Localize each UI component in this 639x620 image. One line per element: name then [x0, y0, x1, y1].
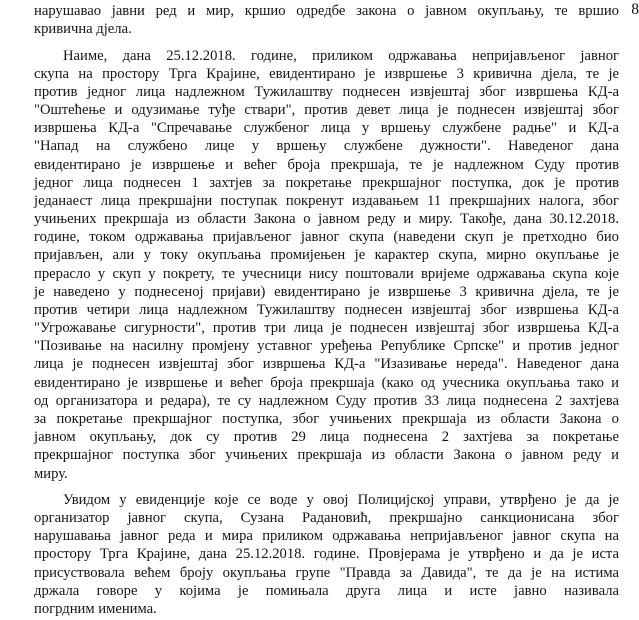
text-line: скупа на простору Трга Крајине, евидентирано је извршење 3 кривична дјела, те је	[34, 65, 619, 82]
text-line: године, током одржавања пријављеног јавног скупа (наведени скуп је претходно био	[34, 229, 619, 246]
text-line: против четири лица надлежном Тужилаштву поднесен извјештај због извршења КД-а	[34, 301, 619, 318]
text-line: јавном окупљању, док су против 29 лица поднесена 2 захтјева за покретање	[34, 429, 619, 446]
text-line: је наведено у поднесеној пријави) евидентирано је извршење 3 кривична дјела, те је	[34, 283, 619, 300]
text-line: против једног лица надлежном Тужилаштву поднесен извјештај због извршења КД-а	[34, 83, 619, 100]
text-line: кривична дјела.	[34, 21, 132, 38]
text-line: "Напад на службено лице у вршењу службене дужности". Наведеног дана	[34, 138, 619, 155]
text-line: једног лица поднесен 1 захтјев за покретање прекршајног поступка, док је против	[34, 174, 619, 191]
text-line: пријављен, али у току окупљања промијењен је карактер скупа, мирно окупљање је	[34, 247, 619, 264]
text-line: простору Трга Крајине, дана 25.12.2018. године. Провјерама је утврђено и да је иста	[34, 546, 619, 563]
text-line: миру.	[34, 465, 68, 482]
text-line: евидентирано је извршење и већег броја прекршаја, те је надлежном Суду против	[34, 156, 619, 173]
text-line: учињених прекршаја из области Закона о јавном реду и миру. Такође, дана 30.12.2018.	[34, 211, 619, 228]
text-line: "Угрожавање сигурности", против три лица је поднесен извјештај због извршења КД-а	[34, 320, 619, 337]
text-line: прекршајног поступка због учињених прекршаја из области Закона о јавном реду и	[34, 447, 619, 464]
text-line: држала говоре у којима је помињала друга лица и исте јавно називала	[34, 582, 619, 599]
text-line: евидентирано је извршење и већег броја прекршаја (како од учесника окупљања тако и	[34, 374, 619, 391]
text-line: Увидом у евиденције које се воде у овој Полицијској управи, утврђено је да је	[63, 491, 619, 508]
text-line: организатор јавног скупа, Сузана Радановић, прекршајно санкционисана због	[34, 510, 619, 526]
text-line: "Позивање на насилну промјену уставног уређења Републике Српске" и против једног	[34, 338, 619, 355]
text-line: од организатора и редара), те су надлежном Суду против 33 лица поднесена 2 захтјева	[34, 392, 619, 409]
text-line: лица је поднесен извјештај због извршења КД-а "Изазивање нереда". Наведеног дана	[34, 356, 619, 373]
text-line: нарушавања јавног реда и мира приликом одржавања непријављеног јавног скупа на	[34, 528, 619, 545]
text-line: једанаест лица прекршајни поступак покренут издавањем 11 прекршајних налога, због	[34, 192, 619, 209]
page-marker: 8	[631, 1, 639, 18]
text-line: нарушавао јавни ред и мир, кршио одредбе закона о јавном окупљању, те вршио	[34, 3, 619, 19]
text-line: за покретање прекршајног поступка, због учињених прекршаја из области Закона о	[34, 410, 619, 427]
text-line: "Оштећење и одузимање туђе ствари", против девет лица је поднесен извјештај због	[34, 102, 619, 118]
text-line: присуствовала већем броју окупљања групе "Правда за Давида", те да је на истима	[34, 564, 619, 581]
text-line: погрдним именима.	[34, 600, 157, 617]
text-line: извршења КД-а "Спречавање службеног лица у вршењу службене радње" и КД-а	[34, 120, 619, 137]
text-line: Наиме, дана 25.12.2018. године, приликом одржавања непријављеног јавног	[63, 47, 619, 64]
text-line: прерасло у скуп у покрету, те учесници нису поштовали вријеме одржавања скупа које	[34, 265, 619, 282]
